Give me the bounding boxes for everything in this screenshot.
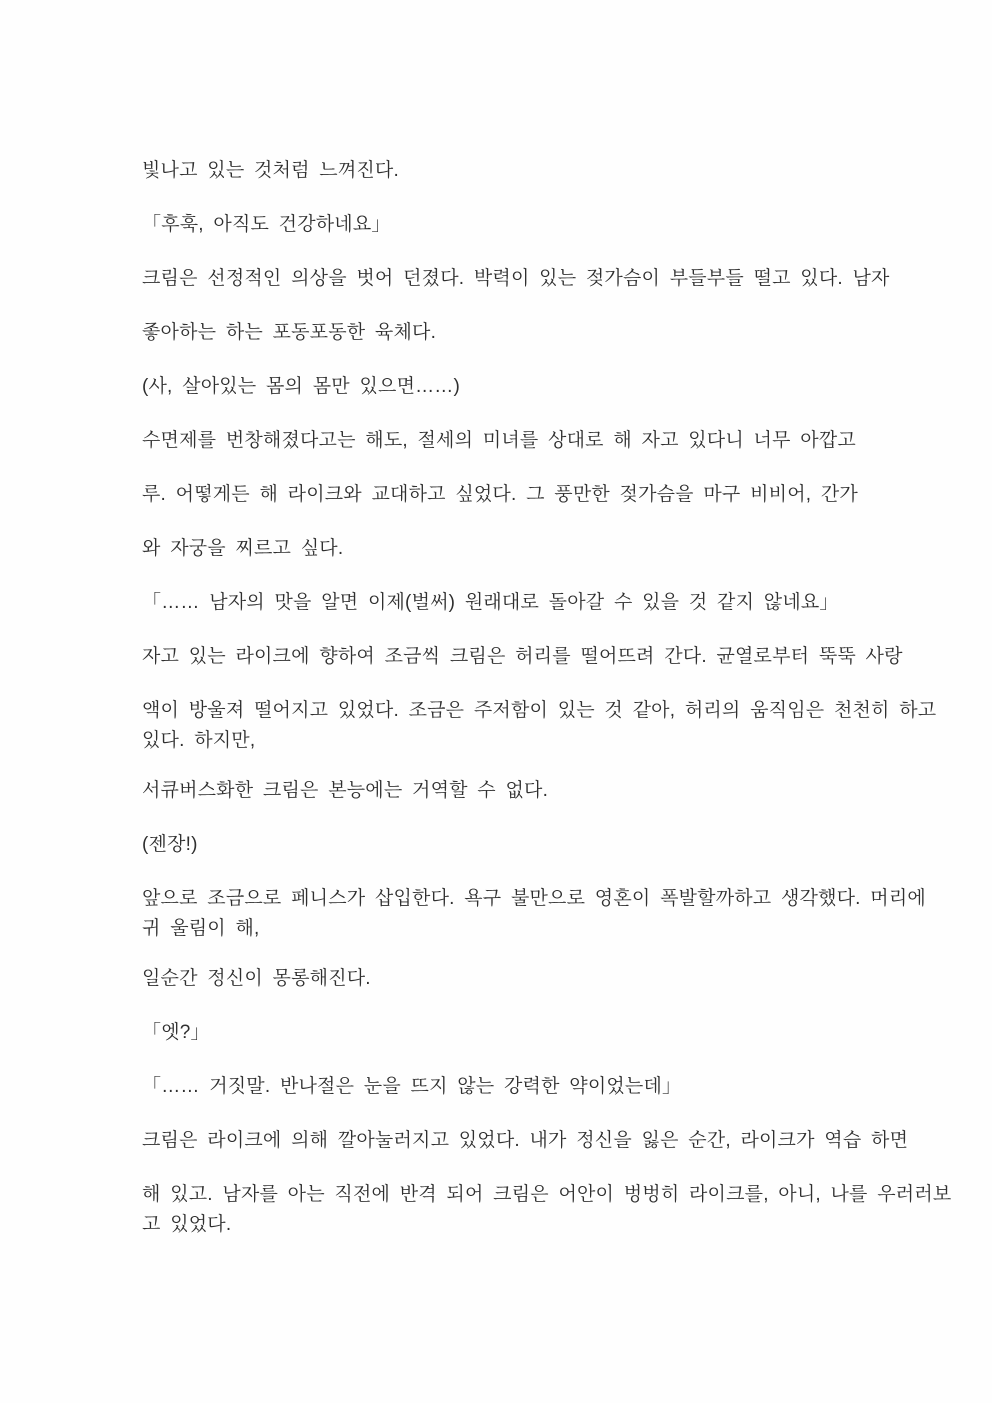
text-line: 「엣?」 xyxy=(142,1022,210,1043)
text-line: (젠장!) xyxy=(142,834,198,855)
text-line: 빛나고 있는 것처럼 느껴진다. xyxy=(142,160,399,181)
text-line: 귀 울림이 해, xyxy=(142,918,260,939)
text-line: 해 있고. 남자를 아는 직전에 반격 되어 크림은 어안이 벙벙히 라이크를, 아니, 나를 우러러보 xyxy=(142,1184,952,1205)
text-line: 「후훅, 아직도 건강하네요」 xyxy=(142,214,391,235)
text-line: 「…… 거짓말. 반나절은 눈을 뜨지 않는 강력한 약이었는데」 xyxy=(142,1076,682,1097)
text-line: 「…… 남자의 맛을 알면 이제(벌써) 원래대로 돌아갈 수 있을 것 같지 않네요」 xyxy=(142,592,839,613)
text-line: 일순간 정신이 몽롱해진다. xyxy=(142,968,371,989)
text-line: 크림은 라이크에 의해 깔아눌러지고 있었다. 내가 정신을 잃은 순간, 라이크가 역습 하면 xyxy=(142,1130,909,1151)
text-line: 액이 방울져 떨어지고 있었다. 조금은 주저함이 있는 것 같아, 허리의 움직임은 천천히 하고 xyxy=(142,700,937,721)
text-line: 수면제를 번창해졌다고는 해도, 절세의 미녀를 상대로 해 자고 있다니 너무 아깝고 xyxy=(142,430,856,451)
text-line: 서큐버스화한 크림은 본능에는 거역할 수 없다. xyxy=(142,780,549,801)
text-line: 있다. 하지만, xyxy=(142,730,256,751)
text-line: 와 자궁을 찌르고 싶다. xyxy=(142,538,344,559)
text-line: (사, 살아있는 몸의 몸만 있으면……) xyxy=(142,376,461,397)
text-line: 좋아하는 하는 포동포동한 육체다. xyxy=(142,322,437,343)
text-line: 크림은 선정적인 의상을 벗어 던졌다. 박력이 있는 젖가슴이 부들부들 떨고 있다. 남자 xyxy=(142,268,890,289)
text-line: 앞으로 조금으로 페니스가 삽입한다. 욕구 불만으로 영혼이 폭발할까하고 생각했다. 머리에 xyxy=(142,888,926,909)
text-line: 고 있었다. xyxy=(142,1214,232,1235)
text-line: 자고 있는 라이크에 향하여 조금씩 크림은 허리를 떨어뜨려 간다. 균열로부터 뚝뚝 사랑 xyxy=(142,646,903,667)
text-line: 루. 어떻게든 해 라이크와 교대하고 싶었다. 그 풍만한 젖가슴을 마구 비비어, 간가 xyxy=(142,484,858,505)
